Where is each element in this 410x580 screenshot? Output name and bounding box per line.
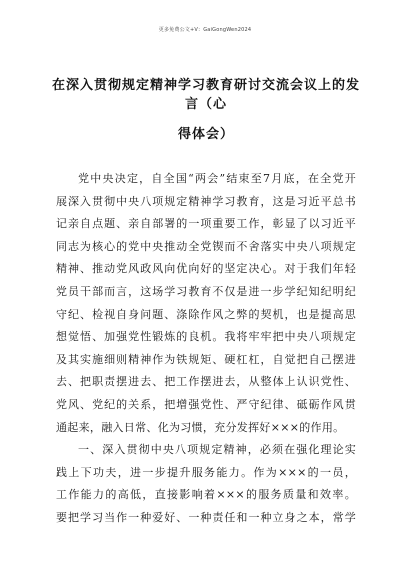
paragraph-line: 想觉悟、加强党性锻炼的良机。我将牢牢把中央八项规定 <box>56 330 356 344</box>
document-body <box>56 168 356 530</box>
paragraph-line: 党风、党纪的关系，把增强党性、严守纪律、砥砺作风贯 <box>56 397 356 411</box>
paragraph-line: 去、把职责摆进去、把工作摆进去，从整体上认识党性、 <box>56 375 356 389</box>
paragraph-line: 展深入贯彻中央八项规定精神学习教育，这是习近平总书 <box>56 194 356 208</box>
paragraph-line: 同志为核心的党中央推动全党锲而不舍落实中央八项规定 <box>56 239 356 253</box>
paragraph-line: 党员干部而言，这场学习教育不仅是进一步学纪知纪明纪 <box>56 284 356 298</box>
paragraph-line: 及其实施细则精神作为铁规矩、硬杠杠，自觉把自己摆进 <box>56 352 356 366</box>
header-note: 更多免费公文+V：GaiGongWen2024 <box>158 27 252 33</box>
paragraph-1 <box>56 168 356 439</box>
paragraph-2 <box>56 439 356 529</box>
paragraph-line: 守纪、检视自身问题、涤除作风之弊的契机，也是提高思 <box>56 307 356 321</box>
document-title-line-2: 得体会） <box>177 127 234 142</box>
paragraph-line: 通起来，融入日常、化为习惯，充分发挥好×××的作用。 <box>56 420 345 434</box>
document-title-line-1: 在深入贯彻规定精神学习教育研讨交流会议上的发言（心 <box>51 78 360 112</box>
paragraph-line: 要把学习当作一种爱好、一种责任和一种立身之本，常学 <box>56 510 356 524</box>
paragraph-line: 工作能力的高低，直接影响着×××的服务质量和效率。 <box>56 488 356 502</box>
paragraph-line: 党中央决定，自全国“两会”结束至7月底，在全党开 <box>78 172 356 185</box>
paragraph-line: 记亲自点题、亲自部署的一项重要工作，彰显了以习近平 <box>56 217 356 231</box>
paragraph-line: 精神、推动党风政风向优向好的坚定决心。对于我们年轻 <box>56 262 356 276</box>
paragraph-line: 一、深入贯彻中央八项规定精神，必须在强化理论实 <box>78 443 356 457</box>
paragraph-line: 践上下功夫，进一步提升服务能力。作为×××的一员， <box>56 465 356 479</box>
